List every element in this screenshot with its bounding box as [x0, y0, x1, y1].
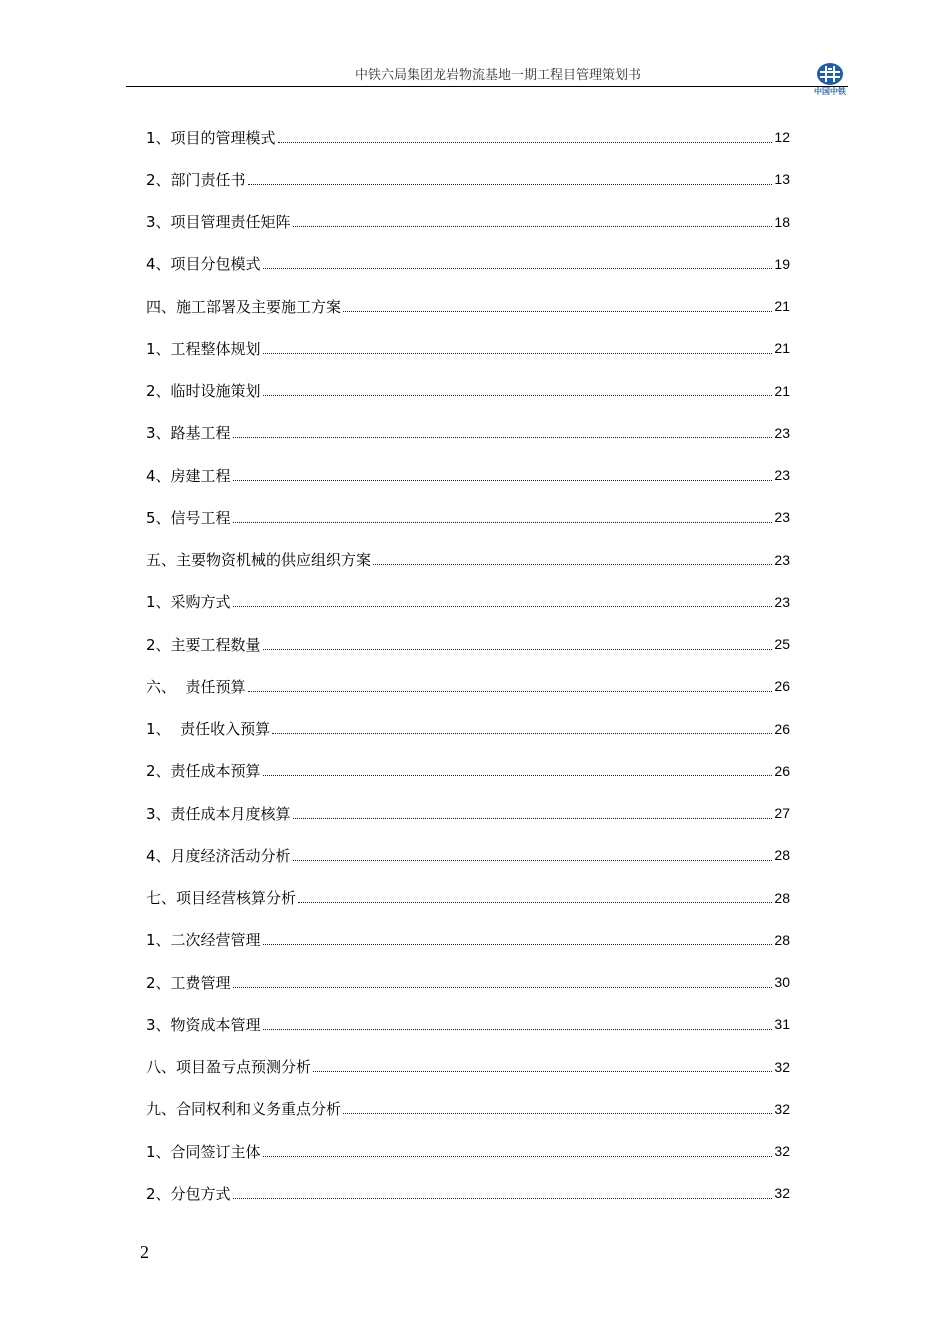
toc-entry-page: 32 [774, 1058, 790, 1075]
toc-entry[interactable] [146, 919, 790, 961]
toc-entry-label: 3、物资成本管理 [146, 1015, 261, 1034]
toc-leader-dots [263, 1156, 773, 1157]
toc-entry-label: 八、项目盈亏点预测分析 [146, 1058, 312, 1077]
toc-leader-dots [313, 1071, 772, 1072]
toc-leader-dots [263, 649, 773, 650]
china-railway-logo-icon [816, 62, 844, 86]
toc-entry[interactable] [146, 750, 790, 792]
toc-leader-dots [248, 691, 773, 692]
toc-leader-dots [298, 902, 772, 903]
toc-leader-dots [343, 311, 772, 312]
toc-entry-label: 5、信号工程 [146, 508, 231, 527]
toc-entry-page: 21 [774, 298, 790, 315]
document-title: 中铁六局集团龙岩物流基地一期工程目管理策划书 [354, 68, 641, 83]
toc-entry-page: 21 [774, 340, 790, 357]
toc-leader-dots [263, 944, 773, 945]
toc-leader-dots [263, 353, 773, 354]
toc-entry-page: 26 [774, 762, 790, 779]
toc-leader-dots [263, 1029, 773, 1030]
toc-leader-dots [233, 606, 773, 607]
toc-leader-dots [263, 268, 773, 269]
page-number: 2 [140, 1242, 149, 1262]
company-logo [808, 62, 852, 100]
toc-entry[interactable] [146, 201, 790, 243]
toc-entry-page: 28 [774, 847, 790, 864]
toc-leader-dots [293, 860, 773, 861]
toc-entry[interactable] [146, 327, 790, 369]
toc-entry-page: 25 [774, 636, 790, 653]
toc-entry-label: 4、月度经济活动分析 [146, 846, 291, 865]
toc-leader-dots [233, 480, 773, 481]
toc-leader-dots [272, 733, 772, 734]
toc-entry-page: 32 [774, 1185, 790, 1202]
logo-text: 中国中铁 [814, 87, 846, 96]
toc-entry-page: 12 [774, 129, 790, 146]
toc-entry[interactable] [146, 243, 790, 285]
toc-entry-page: 26 [774, 720, 790, 737]
toc-entry-label: 七、项目经营核算分析 [146, 889, 297, 908]
toc-entry-page: 28 [774, 889, 790, 906]
toc-entry-label: 2、责任成本预算 [146, 762, 261, 781]
toc-entry[interactable] [146, 1003, 790, 1045]
toc-entry-label: 2、主要工程数量 [146, 635, 261, 654]
toc-entry-label: 四、施工部署及主要施工方案 [146, 297, 342, 316]
toc-entry-page: 13 [774, 171, 790, 188]
toc-entry[interactable] [146, 454, 790, 496]
toc-entry-page: 31 [774, 1016, 790, 1033]
toc-entry[interactable] [146, 708, 790, 750]
toc-entry-page: 23 [774, 509, 790, 526]
toc-entry-page: 30 [774, 974, 790, 991]
toc-entry[interactable] [146, 877, 790, 919]
toc-entry-label: 五、主要物资机械的供应组织方案 [146, 551, 372, 570]
toc-entry-label: 六、 责任预算 [146, 677, 246, 696]
toc-entry-page: 23 [774, 467, 790, 484]
toc-entry-label: 4、房建工程 [146, 466, 231, 485]
toc-leader-dots [233, 437, 773, 438]
toc-entry-page: 27 [774, 805, 790, 822]
toc-entry[interactable] [146, 370, 790, 412]
toc-entry[interactable] [146, 834, 790, 876]
toc-entry-label: 2、临时设施策划 [146, 382, 261, 401]
toc-entry-label: 3、责任成本月度核算 [146, 804, 291, 823]
toc-entry-page: 32 [774, 1143, 790, 1160]
toc-entry[interactable] [146, 539, 790, 581]
toc-entry-label: 3、路基工程 [146, 424, 231, 443]
toc-entry-page: 28 [774, 931, 790, 948]
toc-leader-dots [278, 142, 773, 143]
toc-leader-dots [233, 522, 773, 523]
toc-entry-label: 2、部门责任书 [146, 170, 246, 189]
toc-entry-page: 19 [774, 255, 790, 272]
toc-entry-label: 九、合同权利和义务重点分析 [146, 1100, 342, 1119]
header-rule [126, 86, 848, 87]
toc-entry-page: 23 [774, 593, 790, 610]
toc-entry[interactable] [146, 1130, 790, 1172]
toc-entry-page: 26 [774, 678, 790, 695]
toc-leader-dots [263, 395, 773, 396]
toc-entry[interactable] [146, 116, 790, 158]
toc-entry[interactable] [146, 412, 790, 454]
toc-entry-page: 32 [774, 1100, 790, 1117]
toc-entry[interactable] [146, 1172, 790, 1214]
toc-entry[interactable] [146, 285, 790, 327]
toc-entry-label: 3、项目管理责任矩阵 [146, 213, 291, 232]
toc-entry-label: 1、工程整体规划 [146, 339, 261, 358]
toc-leader-dots [233, 987, 773, 988]
toc-entry-label: 1、项目的管理模式 [146, 128, 276, 147]
toc-leader-dots [248, 184, 773, 185]
toc-leader-dots [373, 564, 772, 565]
toc-entry-label: 1、合同签订主体 [146, 1142, 261, 1161]
toc-entry-label: 2、工费管理 [146, 973, 231, 992]
toc-entry-label: 1、采购方式 [146, 593, 231, 612]
toc-entry-page: 23 [774, 551, 790, 568]
toc-entry[interactable] [146, 158, 790, 200]
toc-entry-label: 1、二次经营管理 [146, 931, 261, 950]
toc-entry[interactable] [146, 496, 790, 538]
toc-entry[interactable] [146, 623, 790, 665]
toc-entry-label: 4、项目分包模式 [146, 255, 261, 274]
toc-entry-page: 23 [774, 424, 790, 441]
toc-entry-label: 1、 责任收入预算 [146, 720, 271, 739]
toc-entry-page: 18 [774, 213, 790, 230]
toc-entry-page: 21 [774, 382, 790, 399]
toc-leader-dots [263, 775, 773, 776]
toc-entry[interactable] [146, 961, 790, 1003]
toc-entry[interactable] [146, 665, 790, 707]
toc-entry[interactable] [146, 1046, 790, 1088]
toc-entry[interactable] [146, 792, 790, 834]
toc-leader-dots [233, 1198, 773, 1199]
table-of-contents [146, 116, 790, 1215]
toc-entry[interactable] [146, 581, 790, 623]
toc-leader-dots [293, 818, 773, 819]
toc-leader-dots [293, 226, 773, 227]
toc-leader-dots [343, 1113, 772, 1114]
toc-entry-label: 2、分包方式 [146, 1184, 231, 1203]
toc-entry[interactable] [146, 1088, 790, 1130]
